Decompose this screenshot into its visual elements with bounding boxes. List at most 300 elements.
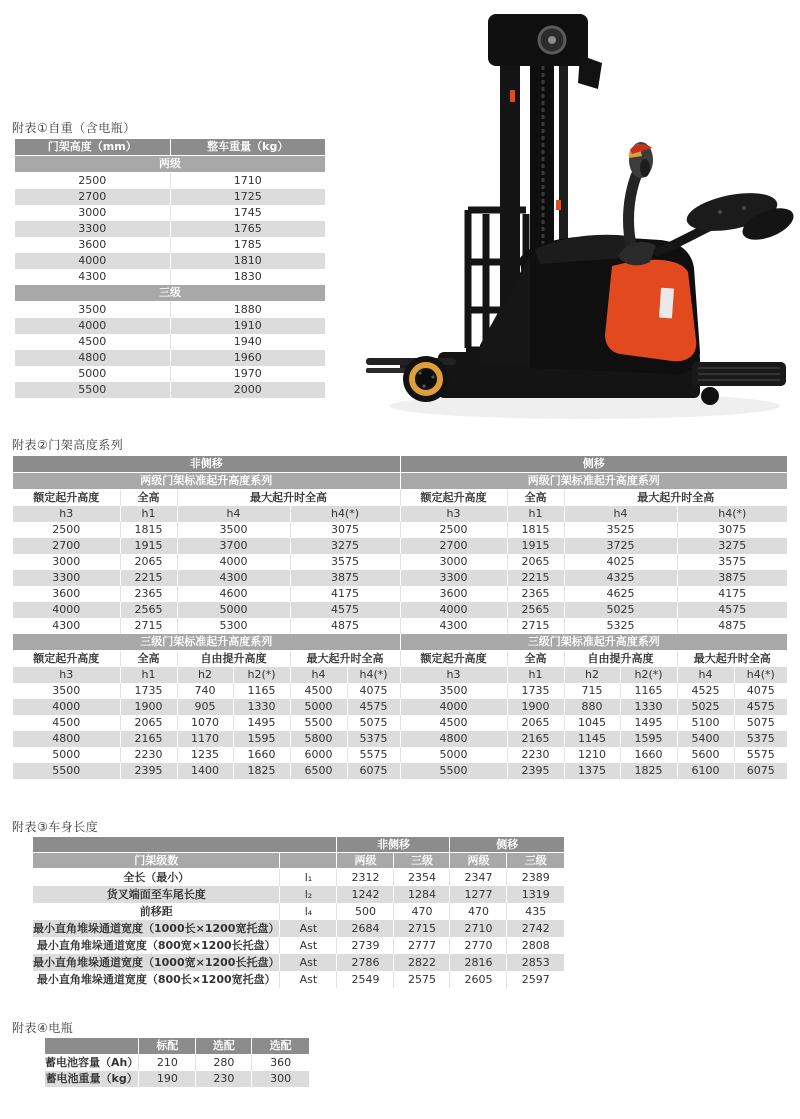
- symbol-cell: Ast: [280, 920, 337, 937]
- data-cell: 5075: [347, 715, 400, 731]
- subheader-cell: h3: [13, 667, 120, 683]
- table-row: [13, 618, 787, 634]
- table-row: [15, 237, 325, 253]
- data-cell: 6100: [677, 763, 734, 779]
- data-cell: 3500: [15, 302, 170, 319]
- header-cell: 额定起升高度: [400, 490, 507, 507]
- data-cell: 5000: [400, 747, 507, 763]
- subheader-cell: h3: [400, 506, 507, 522]
- row-label: 最小直角堆垛通道宽度（1000长×1200宽托盘）: [33, 922, 280, 935]
- data-cell: 4575: [677, 602, 787, 618]
- data-cell: 1145: [564, 731, 620, 747]
- data-cell: 1900: [120, 699, 177, 715]
- data-cell: 1825: [620, 763, 677, 779]
- data-cell: 5000: [15, 366, 170, 382]
- data-cell: 1900: [507, 699, 564, 715]
- data-cell: 4500: [13, 715, 120, 731]
- data-cell: 1165: [233, 683, 290, 699]
- data-cell: 3000: [15, 205, 170, 221]
- header-cell: 整车重量（kg）: [170, 139, 325, 156]
- table-row: [15, 156, 325, 173]
- table-row: [13, 602, 787, 618]
- data-cell: 3600: [400, 586, 507, 602]
- data-cell: 1710: [170, 173, 325, 190]
- data-cell: 2389: [507, 869, 564, 887]
- subheader-cell: h4: [290, 667, 347, 683]
- data-cell: 1165: [620, 683, 677, 699]
- data-cell: 4800: [13, 731, 120, 747]
- data-cell: 1330: [233, 699, 290, 715]
- data-cell: 4075: [347, 683, 400, 699]
- subheader-cell: 三级: [394, 853, 450, 869]
- table-row: [15, 221, 325, 237]
- header-cell: 额定起升高度: [13, 651, 120, 668]
- data-cell: 1277: [450, 886, 507, 903]
- data-cell: 1735: [120, 683, 177, 699]
- subheader-cell: h2: [564, 667, 620, 683]
- table1-title: 附表①自重（含电瓶）: [12, 121, 136, 135]
- data-cell: 1825: [233, 763, 290, 779]
- table-row: [13, 554, 787, 570]
- data-cell: 2165: [507, 731, 564, 747]
- data-cell: 2565: [507, 602, 564, 618]
- table-row: [13, 634, 787, 651]
- data-cell: 1495: [620, 715, 677, 731]
- data-cell: 4000: [177, 554, 290, 570]
- table-row: [45, 1055, 309, 1072]
- subheader-cell: h1: [120, 506, 177, 522]
- data-cell: 2395: [120, 763, 177, 779]
- data-cell: 2365: [507, 586, 564, 602]
- data-cell: 880: [564, 699, 620, 715]
- data-cell: 1745: [170, 205, 325, 221]
- data-cell: 4300: [15, 269, 170, 285]
- data-cell: 3275: [290, 538, 400, 554]
- data-cell: 1960: [170, 350, 325, 366]
- header-cell: 额定起升高度: [13, 490, 120, 507]
- table-row: [33, 954, 564, 971]
- data-cell: 5500: [400, 763, 507, 779]
- data-cell: 2816: [450, 954, 507, 971]
- data-cell: 1070: [177, 715, 233, 731]
- data-cell: 715: [564, 683, 620, 699]
- data-cell: 4575: [734, 699, 787, 715]
- data-cell: 1915: [120, 538, 177, 554]
- data-cell: 1725: [170, 189, 325, 205]
- data-cell: 5400: [677, 731, 734, 747]
- data-cell: 1660: [620, 747, 677, 763]
- data-cell: 1235: [177, 747, 233, 763]
- table-row: [13, 506, 787, 522]
- data-cell: 2347: [450, 869, 507, 887]
- symbol-cell: l₄: [280, 903, 337, 920]
- data-cell: 3725: [564, 538, 677, 554]
- row-label: 蓄电池重量（kg）: [45, 1072, 138, 1085]
- data-cell: 2808: [507, 937, 564, 954]
- data-cell: 1330: [620, 699, 677, 715]
- data-cell: 4325: [564, 570, 677, 586]
- group-band-cell: 非侧移: [13, 456, 400, 473]
- data-cell: 470: [394, 903, 450, 920]
- table-row: [33, 837, 564, 853]
- data-cell: 4000: [13, 699, 120, 715]
- data-cell: 5000: [290, 699, 347, 715]
- table-row: [33, 937, 564, 954]
- data-cell: 2215: [120, 570, 177, 586]
- group-band-cell: 侧移: [400, 456, 787, 473]
- self-weight-table: [15, 139, 325, 398]
- table-row: [15, 189, 325, 205]
- data-cell: 3000: [400, 554, 507, 570]
- row-label: 前移距: [33, 903, 280, 920]
- data-cell: 6075: [734, 763, 787, 779]
- table-row: [13, 667, 787, 683]
- data-cell: 1970: [170, 366, 325, 382]
- header-cell: 全高: [507, 490, 564, 507]
- data-cell: 5000: [13, 747, 120, 763]
- data-cell: 500: [337, 903, 394, 920]
- data-cell: 5575: [734, 747, 787, 763]
- data-cell: 4600: [177, 586, 290, 602]
- table-row: [13, 473, 787, 490]
- data-cell: 2500: [13, 522, 120, 538]
- subheader-cell: h4: [564, 506, 677, 522]
- header-cell: 最大起升时全高: [290, 651, 400, 668]
- data-cell: 5075: [734, 715, 787, 731]
- header-cell: 选配: [252, 1038, 309, 1055]
- data-cell: 4175: [677, 586, 787, 602]
- header-cell: 标配: [139, 1038, 196, 1055]
- table-row: [13, 538, 787, 554]
- data-cell: 5325: [564, 618, 677, 634]
- data-cell: 4300: [13, 618, 120, 634]
- data-cell: 4800: [400, 731, 507, 747]
- data-cell: 3500: [400, 683, 507, 699]
- data-cell: 4525: [677, 683, 734, 699]
- data-cell: 2230: [120, 747, 177, 763]
- data-cell: 3300: [400, 570, 507, 586]
- table-row: [13, 747, 787, 763]
- front-wheel: [403, 356, 449, 402]
- subheader-cell: h3: [13, 506, 120, 522]
- data-cell: 5025: [564, 602, 677, 618]
- data-cell: 4000: [13, 602, 120, 618]
- row-label: 最小直角堆垛通道宽度（800宽×1200长托盘）: [33, 937, 280, 954]
- data-cell: 2354: [394, 869, 450, 887]
- data-cell: 3300: [15, 221, 170, 237]
- group-band-cell: 非侧移: [337, 837, 450, 853]
- data-cell: 3575: [290, 554, 400, 570]
- subheader-cell: h1: [507, 667, 564, 683]
- data-cell: 1495: [233, 715, 290, 731]
- data-cell: 2230: [507, 747, 564, 763]
- table-row: [13, 456, 787, 473]
- data-cell: 905: [177, 699, 233, 715]
- table-row: [33, 903, 564, 920]
- symbol-cell: Ast: [280, 954, 337, 971]
- table-row: [13, 763, 787, 779]
- table-row: [15, 302, 325, 319]
- table-row: [33, 869, 564, 887]
- subheader-cell: h1: [120, 667, 177, 683]
- table-row: [45, 1038, 309, 1055]
- header-cell: 最大起升时全高: [677, 651, 787, 668]
- section-band-cell: 两级: [15, 156, 325, 173]
- data-cell: 4300: [177, 570, 290, 586]
- data-cell: 3300: [13, 570, 120, 586]
- data-cell: 1242: [337, 886, 394, 903]
- data-cell: 5375: [347, 731, 400, 747]
- data-cell: 2365: [120, 586, 177, 602]
- data-cell: 2575: [394, 971, 450, 988]
- data-cell: 1910: [170, 318, 325, 334]
- row-label: 最小直角堆垛通道宽度（800长×1200宽托盘）: [33, 971, 280, 988]
- table-row: [15, 139, 325, 156]
- data-cell: 4000: [400, 602, 507, 618]
- label-sticker: [659, 288, 674, 319]
- subheader-cell: h4(*): [290, 506, 400, 522]
- data-cell: 3075: [677, 522, 787, 538]
- data-cell: 435: [507, 903, 564, 920]
- data-cell: 6075: [347, 763, 400, 779]
- data-cell: 4575: [347, 699, 400, 715]
- data-cell: 1735: [507, 683, 564, 699]
- data-cell: 2739: [337, 937, 394, 954]
- data-cell: 2700: [13, 538, 120, 554]
- data-cell: 1595: [620, 731, 677, 747]
- data-cell: 1375: [564, 763, 620, 779]
- table-row: [33, 920, 564, 937]
- data-cell: 4575: [290, 602, 400, 618]
- subheader-cell: 三级: [507, 853, 564, 869]
- data-cell: 2065: [507, 554, 564, 570]
- mast-height-series-table: [13, 456, 787, 779]
- data-cell: 2770: [450, 937, 507, 954]
- data-cell: 3500: [177, 522, 290, 538]
- row-label: 最小直角堆垛通道宽度（1000宽×1200长托盘）: [33, 956, 280, 969]
- data-cell: 4000: [15, 318, 170, 334]
- subheader-cell: h3: [400, 667, 507, 683]
- table-row: [15, 173, 325, 190]
- data-cell: 6500: [290, 763, 347, 779]
- body-length-table: [33, 837, 564, 988]
- group-band-cell: 侧移: [450, 837, 564, 853]
- data-cell: 1765: [170, 221, 325, 237]
- data-cell: 2065: [507, 715, 564, 731]
- table3-title: 附表③车身长度: [12, 820, 99, 834]
- table-row: [13, 490, 787, 507]
- header-cell: 选配: [196, 1038, 252, 1055]
- row-label: 货叉端面至车尾长度: [33, 886, 280, 903]
- symbol-cell: l₂: [280, 886, 337, 903]
- table-row: [13, 715, 787, 731]
- table4-title: 附表④电瓶: [12, 1021, 74, 1035]
- data-cell: 2395: [507, 763, 564, 779]
- table-row: [33, 886, 564, 903]
- symbol-cell: l₁: [280, 869, 337, 887]
- table-row: [33, 853, 564, 869]
- table-row: [13, 570, 787, 586]
- table-row: [15, 382, 325, 398]
- data-cell: 2684: [337, 920, 394, 937]
- data-cell: 2715: [394, 920, 450, 937]
- data-cell: 2700: [400, 538, 507, 554]
- data-cell: 4025: [564, 554, 677, 570]
- data-cell: 2715: [507, 618, 564, 634]
- table-row: [13, 586, 787, 602]
- table-row: [13, 522, 787, 538]
- data-cell: 4875: [677, 618, 787, 634]
- header-cell: 全高: [507, 651, 564, 668]
- table-row: [15, 205, 325, 221]
- table2-title: 附表②门架高度系列: [12, 438, 124, 452]
- data-cell: 300: [252, 1071, 309, 1087]
- data-cell: 4625: [564, 586, 677, 602]
- row-label: 全长（最小）: [33, 869, 280, 887]
- data-cell: 360: [252, 1055, 309, 1072]
- data-cell: 5800: [290, 731, 347, 747]
- data-cell: 1660: [233, 747, 290, 763]
- table-row: [45, 1071, 309, 1087]
- data-cell: 1940: [170, 334, 325, 350]
- data-cell: 6000: [290, 747, 347, 763]
- data-cell: 210: [139, 1055, 196, 1072]
- subheader-cell: h2(*): [620, 667, 677, 683]
- subheader-cell: h4: [677, 667, 734, 683]
- data-cell: 3700: [177, 538, 290, 554]
- data-cell: 5500: [290, 715, 347, 731]
- data-cell: 1785: [170, 237, 325, 253]
- header-cell: 全高: [120, 490, 177, 507]
- table-row: [15, 269, 325, 285]
- data-cell: 2715: [120, 618, 177, 634]
- data-cell: 2597: [507, 971, 564, 988]
- section-band-cell: 两级门架标准起升高度系列: [400, 473, 787, 490]
- data-cell: 3000: [13, 554, 120, 570]
- data-cell: 470: [450, 903, 507, 920]
- symbol-cell: Ast: [280, 937, 337, 954]
- data-cell: 2065: [120, 554, 177, 570]
- data-cell: 1210: [564, 747, 620, 763]
- data-cell: 3500: [13, 683, 120, 699]
- band-cell: [45, 1038, 139, 1055]
- data-cell: 5100: [677, 715, 734, 731]
- data-cell: 2549: [337, 971, 394, 988]
- data-cell: 1595: [233, 731, 290, 747]
- data-cell: 3600: [13, 586, 120, 602]
- band-cell: [280, 853, 337, 869]
- table-row: [15, 350, 325, 366]
- data-cell: 2165: [120, 731, 177, 747]
- table-row: [15, 318, 325, 334]
- data-cell: 1830: [170, 269, 325, 285]
- data-cell: 740: [177, 683, 233, 699]
- subheader-cell: h4(*): [677, 506, 787, 522]
- band-cell: [33, 837, 337, 853]
- data-cell: 1880: [170, 302, 325, 319]
- data-cell: 5575: [347, 747, 400, 763]
- red-cowl: [605, 260, 696, 362]
- data-cell: 1810: [170, 253, 325, 269]
- subheader-cell: h1: [507, 506, 564, 522]
- data-cell: 5500: [15, 382, 170, 398]
- data-cell: 2500: [15, 173, 170, 190]
- table-row: [15, 285, 325, 302]
- data-cell: 2700: [15, 189, 170, 205]
- data-cell: 280: [196, 1055, 252, 1072]
- data-cell: 3875: [677, 570, 787, 586]
- table-row: [15, 253, 325, 269]
- data-cell: 4500: [400, 715, 507, 731]
- header-cell: 门架高度（mm）: [15, 139, 170, 156]
- section-band-cell: 两级门架标准起升高度系列: [13, 473, 400, 490]
- section-band-cell: 三级门架标准起升高度系列: [13, 634, 400, 651]
- data-cell: 5025: [677, 699, 734, 715]
- header-cell: 自由提升高度: [177, 651, 290, 668]
- forklift-product-photo: [360, 0, 800, 440]
- data-cell: 3575: [677, 554, 787, 570]
- table-row: [33, 971, 564, 988]
- subheader-cell: h4: [177, 506, 290, 522]
- data-cell: 3525: [564, 522, 677, 538]
- table-row: [13, 651, 787, 668]
- data-cell: 2742: [507, 920, 564, 937]
- data-cell: 4500: [290, 683, 347, 699]
- data-cell: 5300: [177, 618, 290, 634]
- subheader-cell: h4(*): [734, 667, 787, 683]
- data-cell: 1815: [120, 522, 177, 538]
- table-row: [13, 683, 787, 699]
- header-cell: 门架级数: [33, 853, 280, 869]
- data-cell: 2000: [170, 382, 325, 398]
- data-cell: 2605: [450, 971, 507, 988]
- data-cell: 3600: [15, 237, 170, 253]
- symbol-cell: Ast: [280, 971, 337, 988]
- table-row: [13, 699, 787, 715]
- subheader-cell: 两级: [450, 853, 507, 869]
- subheader-cell: h4(*): [347, 667, 400, 683]
- data-cell: 5375: [734, 731, 787, 747]
- data-cell: 4000: [15, 253, 170, 269]
- section-band-cell: 三级门架标准起升高度系列: [400, 634, 787, 651]
- data-cell: 4500: [15, 334, 170, 350]
- data-cell: 3075: [290, 522, 400, 538]
- data-cell: 4875: [290, 618, 400, 634]
- data-cell: 4175: [290, 586, 400, 602]
- data-cell: 4300: [400, 618, 507, 634]
- data-cell: 5600: [677, 747, 734, 763]
- data-cell: 1915: [507, 538, 564, 554]
- data-cell: 4800: [15, 350, 170, 366]
- data-cell: 1319: [507, 886, 564, 903]
- data-cell: 1284: [394, 886, 450, 903]
- header-cell: 全高: [120, 651, 177, 668]
- data-cell: 3275: [677, 538, 787, 554]
- subheader-cell: 两级: [337, 853, 394, 869]
- data-cell: 2065: [120, 715, 177, 731]
- battery-table: [45, 1038, 309, 1087]
- armrest: [658, 187, 798, 252]
- header-cell: 自由提升高度: [564, 651, 677, 668]
- table-row: [13, 731, 787, 747]
- data-cell: 190: [139, 1071, 196, 1087]
- data-cell: 2565: [120, 602, 177, 618]
- subheader-cell: h2(*): [233, 667, 290, 683]
- row-label: 蓄电池容量（Ah）: [45, 1056, 139, 1069]
- header-cell: 额定起升高度: [400, 651, 507, 668]
- data-cell: 4075: [734, 683, 787, 699]
- section-band-cell: 三级: [15, 285, 325, 302]
